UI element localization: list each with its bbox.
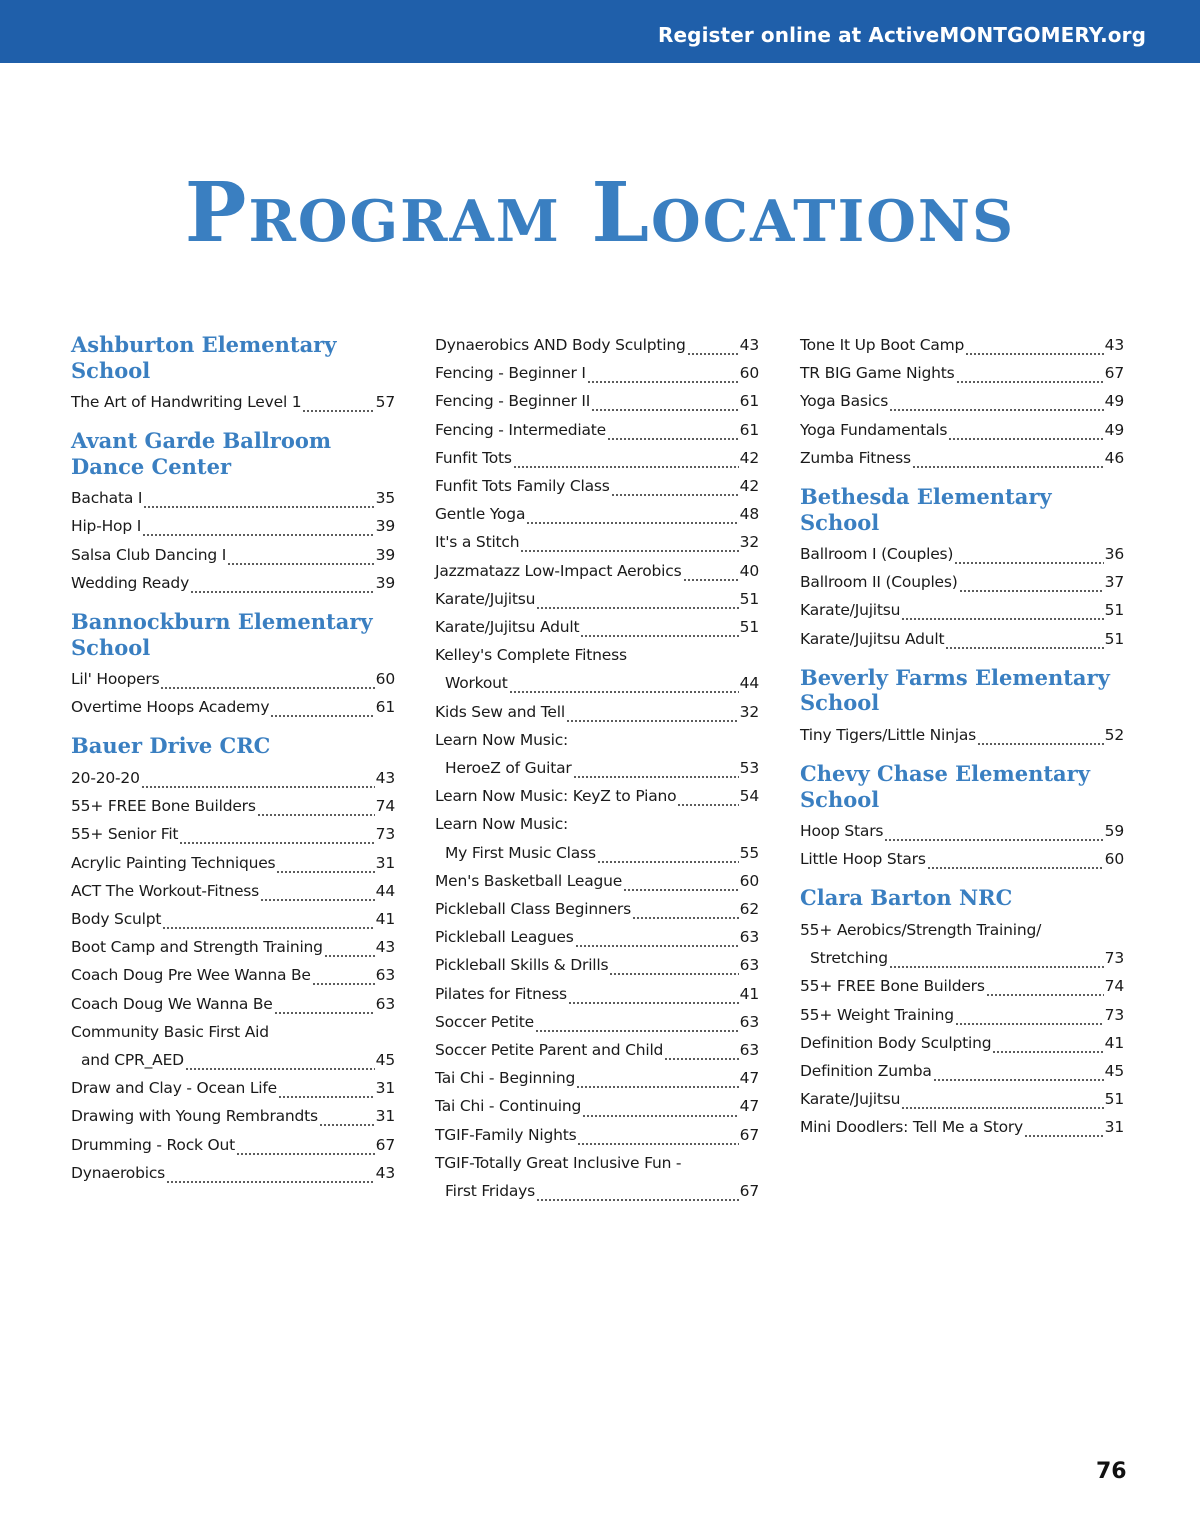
program-entry	[435, 500, 759, 528]
page-reference: 53	[739, 759, 759, 778]
program-entry	[71, 1074, 395, 1102]
page-reference: 59	[1104, 822, 1124, 841]
leader-dots	[687, 331, 739, 359]
program-entry	[71, 388, 395, 416]
page-reference: 41	[1104, 1033, 1124, 1052]
program-name: Coach Doug Pre Wee Wanna Be	[71, 966, 311, 985]
program-entry	[435, 472, 759, 500]
program-name: Tiny Tigers/Little Ninjas	[800, 725, 977, 744]
page-reference: 73	[375, 825, 395, 844]
program-entry	[71, 1046, 395, 1074]
program-entry	[435, 1064, 759, 1092]
program-entry	[71, 1131, 395, 1159]
page-reference: 45	[375, 1050, 395, 1069]
program-name: Dynaerobics AND Body Sculpting	[435, 336, 686, 354]
leader-dots	[312, 961, 375, 989]
page-reference: 31	[1104, 1118, 1124, 1137]
program-entry	[71, 665, 395, 693]
program-entry	[435, 839, 759, 867]
program-name-continued: Stretching	[810, 949, 888, 968]
page-reference: 43	[1104, 336, 1124, 354]
program-entry	[800, 359, 1124, 387]
program-name: Yoga Basics	[800, 392, 889, 411]
program-name: Boot Camp and Strength Training	[71, 938, 323, 957]
page-reference: 51	[739, 589, 759, 608]
program-entry	[71, 792, 395, 820]
leader-dots	[566, 698, 739, 726]
program-name-continued: First Fridays	[445, 1182, 535, 1201]
program-entry	[435, 782, 759, 810]
location-section	[71, 608, 395, 721]
program-name: Pickleball Class Beginners	[435, 900, 631, 919]
program-name: Ballroom II (Couples)	[800, 573, 958, 592]
leader-dots	[884, 817, 1103, 845]
program-name: Pickleball Skills & Drills	[435, 956, 609, 975]
page-reference: 51	[1104, 601, 1124, 620]
leader-dots	[260, 877, 375, 905]
leader-dots	[683, 557, 739, 585]
page-reference: 57	[375, 393, 395, 411]
page-reference: 41	[739, 984, 759, 1003]
program-entry	[71, 693, 395, 721]
leader-dots	[607, 416, 739, 444]
program-name: Karate/Jujitsu	[435, 589, 536, 608]
program-name: Soccer Petite	[435, 1012, 534, 1031]
program-name: Community Basic First Aid	[71, 1022, 269, 1041]
page-reference: 43	[375, 768, 395, 787]
page-reference: 73	[1104, 949, 1124, 968]
page-reference: 44	[739, 674, 759, 693]
leader-dots	[319, 1102, 375, 1130]
page-reference: 63	[375, 966, 395, 985]
leader-dots	[276, 849, 374, 877]
program-name: Acrylic Painting Techniques	[71, 853, 276, 872]
location-heading: Ashburton Elementary School	[71, 332, 337, 383]
leader-dots	[274, 990, 375, 1018]
page-reference: 31	[375, 1079, 395, 1098]
program-entry	[71, 905, 395, 933]
leader-dots	[933, 1057, 1104, 1085]
program-name: Fencing - Intermediate	[435, 420, 606, 439]
program-entry	[71, 877, 395, 905]
program-entry	[435, 359, 759, 387]
leader-dots	[956, 359, 1104, 387]
program-entry	[435, 416, 759, 444]
program-entry	[71, 512, 395, 540]
program-entry	[435, 331, 759, 359]
page-reference: 63	[739, 928, 759, 947]
leader-dots	[611, 472, 739, 500]
leader-dots	[927, 845, 1104, 873]
program-entry	[435, 444, 759, 472]
leader-dots	[587, 359, 739, 387]
page-reference: 43	[739, 336, 759, 354]
leader-dots	[577, 1121, 738, 1149]
page-reference: 40	[739, 561, 759, 580]
program-entry	[71, 569, 395, 597]
program-name: 55+ Weight Training	[800, 1005, 954, 1024]
location-heading: Bauer Drive CRC	[71, 733, 271, 759]
program-entry	[435, 613, 759, 641]
program-entry	[71, 1102, 395, 1130]
leader-dots	[591, 387, 739, 415]
page-reference: 32	[739, 702, 759, 721]
program-entry	[71, 764, 395, 792]
leader-dots	[977, 721, 1104, 749]
leader-dots	[632, 895, 739, 923]
page-reference: 36	[1104, 545, 1124, 564]
program-entry	[800, 625, 1124, 653]
location-heading: Chevy Chase Elementary School	[800, 761, 1090, 812]
program-name: Pickleball Leagues	[435, 928, 574, 947]
program-entry	[71, 820, 395, 848]
page-reference: 60	[1104, 850, 1124, 869]
page-reference: 49	[1104, 420, 1124, 439]
location-section	[71, 732, 395, 1187]
location-heading: Avant Garde Ballroom Dance Center	[71, 428, 332, 479]
program-name: Wedding Ready	[71, 573, 190, 592]
leader-dots	[955, 1001, 1104, 1029]
leader-dots	[664, 1036, 738, 1064]
page-reference: 39	[375, 517, 395, 536]
program-entry	[435, 528, 759, 556]
program-entry	[435, 557, 759, 585]
program-entry	[800, 444, 1124, 472]
page-reference: 42	[739, 477, 759, 496]
leader-dots	[959, 568, 1104, 596]
page-reference: 60	[375, 670, 395, 689]
leader-dots	[568, 980, 739, 1008]
program-name: Learn Now Music:	[435, 815, 569, 834]
program-entry	[435, 387, 759, 415]
page-reference: 47	[739, 1069, 759, 1088]
leader-dots	[576, 1064, 739, 1092]
leader-dots	[143, 484, 374, 512]
leader-dots	[179, 820, 374, 848]
program-name-continued: Workout	[445, 674, 508, 693]
program-name: Men's Basketball League	[435, 871, 623, 890]
program-entry	[800, 568, 1124, 596]
program-entry	[800, 416, 1124, 444]
program-entry	[71, 961, 395, 989]
leader-dots	[536, 1177, 739, 1205]
program-name: Soccer Petite Parent and Child	[435, 1041, 664, 1060]
leader-dots	[575, 923, 739, 951]
leader-dots	[1024, 1113, 1104, 1141]
column-2	[435, 331, 759, 1205]
page-reference: 51	[1104, 629, 1124, 648]
page-reference: 37	[1104, 573, 1124, 592]
program-name: Yoga Fundamentals	[800, 420, 948, 439]
page-reference: 39	[375, 545, 395, 564]
program-name: Definition Body Sculpting	[800, 1033, 992, 1052]
leader-dots	[623, 867, 739, 895]
program-entry	[435, 867, 759, 895]
page-reference: 42	[739, 448, 759, 467]
program-entry	[800, 596, 1124, 624]
program-entry	[800, 1085, 1124, 1113]
leader-dots	[526, 500, 738, 528]
leader-dots	[160, 665, 374, 693]
page-reference: 67	[1104, 364, 1124, 383]
program-entry	[800, 845, 1124, 873]
program-name-continued: My First Music Class	[445, 843, 596, 862]
program-entry	[800, 1029, 1124, 1057]
location-section	[800, 664, 1124, 749]
page-reference: 43	[375, 938, 395, 957]
location-heading: Bethesda Elementary School	[800, 484, 1052, 535]
leader-dots	[582, 1093, 739, 1121]
page-reference: 47	[739, 1097, 759, 1116]
page-reference: 51	[1104, 1090, 1124, 1109]
program-name: Ballroom I (Couples)	[800, 545, 954, 564]
page-reference: 55	[739, 843, 759, 862]
location-section	[71, 427, 395, 597]
program-entry	[435, 585, 759, 613]
leader-dots	[185, 1046, 375, 1074]
program-entry	[435, 669, 759, 697]
program-name: Gentle Yoga	[435, 505, 526, 524]
page-reference: 63	[739, 1041, 759, 1060]
program-name: Karate/Jujitsu	[800, 601, 901, 620]
page-reference: 61	[739, 392, 759, 411]
leader-dots	[509, 669, 739, 697]
program-name: TGIF-Totally Great Inclusive Fun -	[435, 1153, 682, 1172]
leader-dots	[324, 933, 375, 961]
program-name: Learn Now Music:	[435, 730, 569, 749]
page-reference: 67	[739, 1182, 759, 1201]
program-entry	[800, 387, 1124, 415]
leader-dots	[677, 782, 738, 810]
page-reference: 61	[375, 698, 395, 717]
program-name: Funfit Tots	[435, 448, 512, 467]
program-name: Karate/Jujitsu	[800, 1090, 901, 1109]
location-section	[800, 760, 1124, 873]
program-name: Salsa Club Dancing I	[71, 545, 227, 564]
page-reference: 63	[375, 994, 395, 1013]
location-heading: Bannockburn Elementary School	[71, 609, 373, 660]
program-name: Fencing - Beginner II	[435, 392, 591, 411]
program-entry	[800, 944, 1124, 972]
leader-dots	[573, 754, 739, 782]
page-reference: 31	[375, 1107, 395, 1126]
program-name: 55+ Senior Fit	[71, 825, 179, 844]
leader-dots	[945, 625, 1103, 653]
program-name: Tone It Up Boot Camp	[800, 336, 965, 354]
leader-dots	[257, 792, 375, 820]
program-name: Karate/Jujitsu Adult	[800, 629, 945, 648]
page-reference: 31	[375, 853, 395, 872]
program-name: Jazzmatazz Low-Impact Aerobics	[435, 561, 682, 580]
page-reference: 63	[739, 956, 759, 975]
leader-dots	[520, 528, 738, 556]
program-entry	[800, 1001, 1124, 1029]
program-entry	[435, 754, 759, 782]
leader-dots	[142, 512, 375, 540]
page-reference: 67	[375, 1135, 395, 1154]
leader-dots	[954, 540, 1103, 568]
program-entry	[71, 541, 395, 569]
page-reference: 74	[1104, 977, 1124, 996]
program-name: Lil' Hoopers	[71, 670, 160, 689]
leader-dots	[278, 1074, 375, 1102]
page-reference: 41	[375, 909, 395, 928]
program-entry	[435, 980, 759, 1008]
location-section	[71, 331, 395, 416]
program-entry	[435, 1092, 759, 1120]
leader-dots	[965, 331, 1104, 359]
program-entry	[800, 817, 1124, 845]
program-name: Body Sculpt	[71, 909, 162, 928]
leader-dots	[609, 951, 738, 979]
program-name: 55+ FREE Bone Builders	[71, 797, 256, 816]
page-reference: 67	[739, 1125, 759, 1144]
leader-dots	[597, 839, 739, 867]
program-name: 20-20-20	[71, 768, 140, 787]
program-name: TR BIG Game Nights	[800, 364, 955, 383]
page-reference: 35	[375, 489, 395, 508]
page-reference: 49	[1104, 392, 1124, 411]
leader-dots	[162, 905, 374, 933]
leader-dots	[270, 693, 374, 721]
program-name: Tai Chi - Continuing	[435, 1097, 582, 1116]
program-name: TGIF-Family Nights	[435, 1125, 577, 1144]
page-reference: 46	[1104, 448, 1124, 467]
page-title: Program Locations	[184, 165, 1016, 261]
program-name: Bachata I	[71, 489, 143, 508]
program-name: Hip-Hop I	[71, 517, 142, 536]
leader-dots	[889, 387, 1104, 415]
program-entry	[435, 1121, 759, 1149]
program-entry	[800, 972, 1124, 1000]
program-name: Drumming - Rock Out	[71, 1135, 236, 1154]
location-heading: Clara Barton NRC	[800, 885, 1013, 911]
leader-dots	[227, 541, 375, 569]
leader-dots	[190, 569, 375, 597]
program-entry	[800, 1057, 1124, 1085]
program-entry	[435, 951, 759, 979]
leader-dots	[901, 1085, 1103, 1113]
program-name: Little Hoop Stars	[800, 850, 926, 869]
program-name: Drawing with Young Rembrandts	[71, 1107, 318, 1126]
page-reference: 60	[739, 364, 759, 383]
leader-dots	[912, 444, 1104, 472]
program-entry	[71, 849, 395, 877]
program-entry	[435, 895, 759, 923]
leader-dots	[166, 1159, 375, 1187]
program-name-continued: HeroeZ of Guitar	[445, 759, 572, 778]
program-entry	[71, 1159, 395, 1187]
program-entry	[435, 923, 759, 951]
page-reference: 62	[739, 900, 759, 919]
leader-dots	[986, 972, 1104, 1000]
program-name: Funfit Tots Family Class	[435, 477, 610, 496]
leader-dots	[535, 1008, 739, 1036]
page-reference: 52	[1104, 725, 1124, 744]
program-name: Hoop Stars	[800, 822, 884, 841]
program-entry	[435, 1177, 759, 1205]
program-entry	[71, 933, 395, 961]
program-name: Pilates for Fitness	[435, 984, 567, 1003]
column-3	[800, 331, 1124, 1142]
program-name: Tai Chi - Beginning	[435, 1069, 576, 1088]
program-name: 55+ FREE Bone Builders	[800, 977, 985, 996]
program-entry	[435, 1036, 759, 1064]
page-reference: 44	[375, 881, 395, 900]
program-name: Definition Zumba	[800, 1061, 932, 1080]
page-number: 76	[1096, 1459, 1127, 1484]
location-section	[800, 884, 1124, 1141]
program-entry	[800, 721, 1124, 749]
program-entry	[71, 484, 395, 512]
page-reference: 60	[739, 871, 759, 890]
page-reference: 32	[739, 533, 759, 552]
page-reference: 73	[1104, 1005, 1124, 1024]
leader-dots	[302, 388, 374, 416]
program-entry	[435, 698, 759, 726]
page-reference: 43	[375, 1163, 395, 1182]
leader-dots	[513, 444, 739, 472]
program-entry	[800, 1113, 1124, 1141]
program-name: Karate/Jujitsu Adult	[435, 618, 580, 637]
page-reference: 74	[375, 797, 395, 816]
program-name-continued: and CPR_AED	[81, 1050, 184, 1069]
location-heading: Beverly Farms Elementary School	[800, 664, 1110, 716]
location-section	[800, 331, 1124, 472]
program-name: Zumba Fitness	[800, 448, 911, 467]
leader-dots	[889, 944, 1104, 972]
program-name: Coach Doug We Wanna Be	[71, 994, 273, 1013]
register-link[interactable]: Register online at ActiveMONTGOMERY.org	[658, 23, 1146, 47]
page-reference: 54	[739, 787, 759, 806]
program-name: The Art of Handwriting Level 1	[71, 393, 302, 411]
leader-dots	[992, 1029, 1103, 1057]
program-entry	[800, 540, 1124, 568]
leader-dots	[236, 1131, 375, 1159]
leader-dots	[141, 764, 375, 792]
program-name: Overtime Hoops Academy	[71, 698, 270, 717]
program-name: ACT The Workout-Fitness	[71, 881, 260, 900]
program-name: Kids Sew and Tell	[435, 702, 565, 721]
program-entry	[435, 1008, 759, 1036]
program-name: Learn Now Music: KeyZ to Piano	[435, 787, 677, 806]
location-section	[800, 483, 1124, 653]
program-name: 55+ Aerobics/Strength Training/	[800, 920, 1042, 939]
header-bar	[0, 0, 1200, 63]
page-reference: 51	[739, 618, 759, 637]
program-entry	[800, 331, 1124, 359]
leader-dots	[580, 613, 738, 641]
leader-dots	[948, 416, 1103, 444]
column-1	[71, 331, 395, 1187]
leader-dots	[536, 585, 738, 613]
program-name: Fencing - Beginner I	[435, 364, 586, 383]
program-name: Kelley's Complete Fitness	[435, 646, 627, 665]
location-section	[435, 331, 759, 1205]
page-reference: 61	[739, 420, 759, 439]
program-name: Dynaerobics	[71, 1163, 166, 1182]
leader-dots	[901, 596, 1103, 624]
program-name: Mini Doodlers: Tell Me a Story	[800, 1118, 1024, 1137]
page-reference: 45	[1104, 1061, 1124, 1080]
page-reference: 63	[739, 1012, 759, 1031]
page-reference: 39	[375, 573, 395, 592]
program-entry	[71, 990, 395, 1018]
page-reference: 48	[739, 505, 759, 524]
program-name: It's a Stitch	[435, 533, 520, 552]
program-name: Draw and Clay - Ocean Life	[71, 1079, 277, 1098]
